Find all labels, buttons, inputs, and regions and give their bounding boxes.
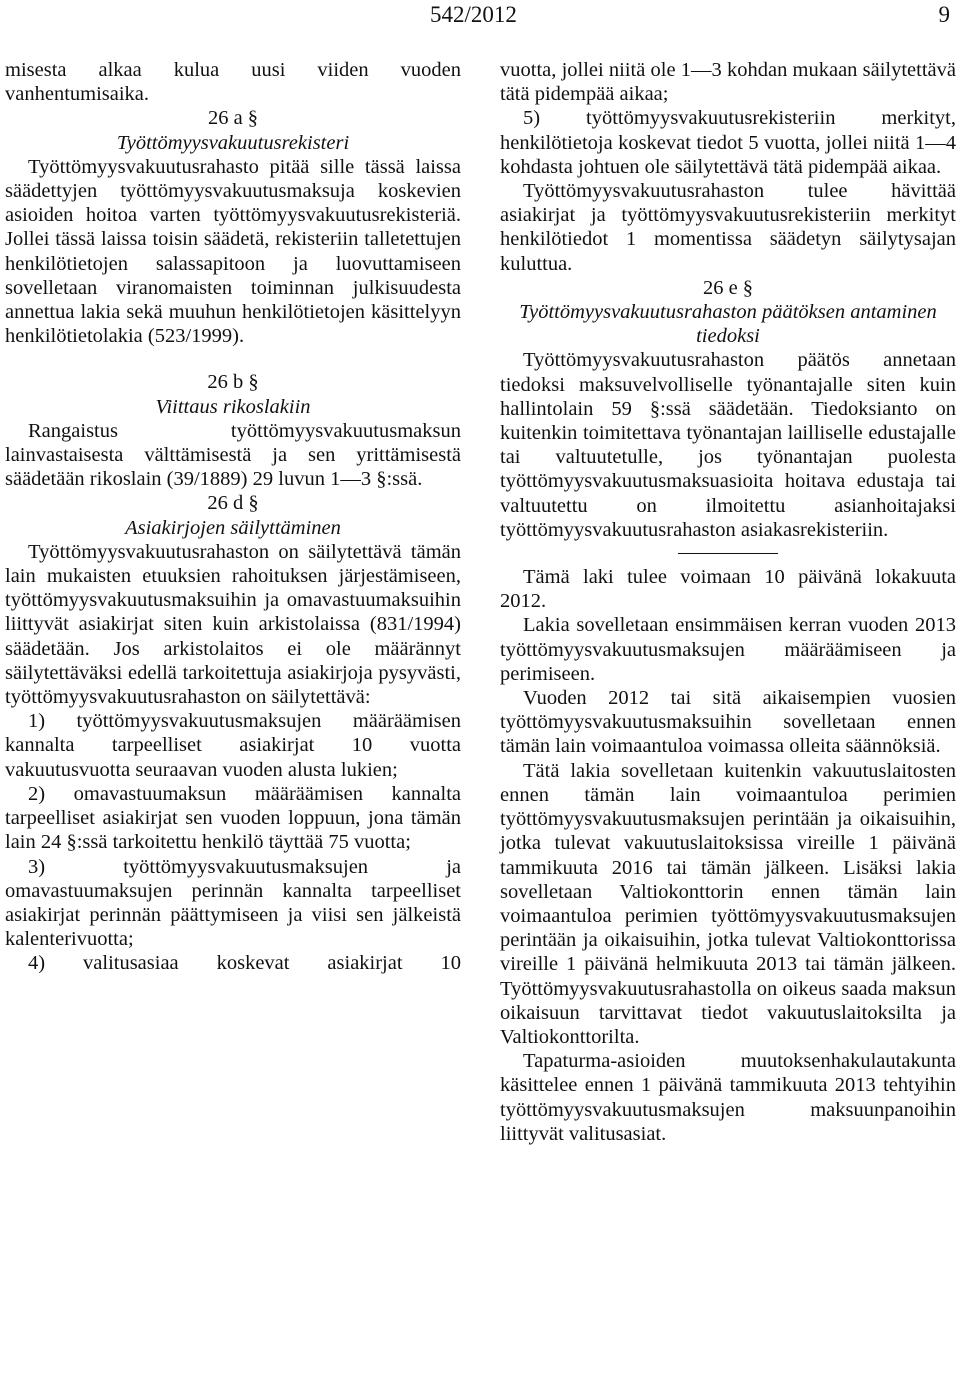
section-body-26d: Työttömyysvakuutusrahaston on säilytettävä tämän lain mukaisten etuuksien rahoituksen järjestämiseen, työttömyysvakuutusmaksuihin ja omavastuumaksuihin liittyvät asiakirjat siten kuin arkistolaissa (831/1994) säädetään. Jos arkistolaitos ei ole määrännyt säilytettäväksi edellä tarkoitettuja asiakirjoja pysyvästi, työttömyysvakuutusrahaston on säilytettävä:: [5, 540, 461, 709]
page-number: 9: [938, 2, 950, 27]
list-item-2: 2) omavastuumaksun määräämisen kannalta tarpeelliset asiakirjat sen vuoden loppuun, jona tämän lain 24 §:ssä tarkoitettu henkilö täyttää 75 vuotta;: [5, 782, 461, 854]
transition-paragraph-1: Tämä laki tulee voimaan 10 päivänä lokakuuta 2012.: [500, 566, 956, 613]
list-item-4-start: 4) valitusasiaa koskevat asiakirjat 10: [28, 952, 461, 975]
destroy-paragraph: Työttömyysvakuutusrahaston tulee hävittää asiakirjat ja työttömyysvakuutusrekisteriin merkityt henkilötiedot 1 momentissa säädetyn säilytysajan kuluttua.: [500, 180, 956, 275]
section-body-26a: Työttömyysvakuutusrahasto pitää sille tässä laissa säädettyjen työttömyysvakuutusmaksuja koskevien asioiden hoitoa varten työttömyysvakuutusrekisteriä. Jollei tässä laissa toisin säädetä, rekisteriin talletettujen henkilötietojen salassapitoon ja luovuttamiseen sovelletaan viranomaisten toiminnan julkisuudesta annettua lakia sekä muuhun henkilötietojen käsittelyyn henkilötietolakia (523/1999).: [5, 155, 461, 348]
list-item-1: 1) työttömyysvakuutusmaksujen määräämisen kannalta tarpeelliset asiakirjat 10 vuotta vakuutusvuotta seuraavan vuoden alusta lukien;: [5, 710, 461, 781]
section-body-26e: Työttömyysvakuutusrahaston päätös annetaan tiedoksi maksuvelvolliselle työnantajalle siten kuin hallintolain 59 §:ssä säädetään. Tiedoksianto on kuitenkin toimitettava työnantajan lailliselle edustajalle tai valtuutetulle, jos työnantajan puolesta työttömyysvakuutusmaksuasioita hoitava edustaja tai valtuutettu on ilmoitettu asianhoitajaksi työttömyysvakuutusrahaston asiakasrekisteriin.: [500, 349, 956, 541]
right-column: [500, 58, 956, 1146]
section-title-26d: Asiakirjojen säilyttäminen: [125, 516, 341, 539]
section-number-26a: 26 a §: [207, 107, 259, 130]
transition-paragraph-5: Tapaturma-asioiden muutoksenhakulautakunta käsittelee ennen 1 päivänä tammikuuta 2013 tehtyihin työttömyysvakuutusmaksujen maksuunpanoihin liittyvät valitusasiat.: [500, 1050, 956, 1145]
section-number-26b: 26 b §: [207, 371, 259, 394]
transition-paragraph-2: Lakia sovelletaan ensimmäisen kerran vuoden 2013 työttömyysvakuutusmaksujen määräämiseen ja perimiseen.: [500, 614, 956, 685]
list-item-3: 3) työttömyysvakuutusmaksujen ja omavastuumaksujen perinnän kannalta tarpeelliset asiakirjat perinnän päättymiseen ja viisi sen jälkeistä kalenterivuotta;: [5, 855, 461, 951]
section-number-26d: 26 d §: [207, 492, 259, 515]
paragraph-continuation: misesta alkaa kulua uusi viiden vuoden vanhentumisaika.: [5, 59, 461, 106]
section-title-26b: Viittaus rikoslakiin: [155, 395, 311, 418]
section-number-26e: 26 e §: [702, 276, 754, 299]
statute-number: 542/2012: [430, 2, 517, 27]
list-item-5: 5) työttömyysvakuutusrekisteriin merkityt, henkilötietoja koskevat tiedot 5 vuotta, jollei niitä 1—4 kohdasta johtuen ole säilytettävä tätä pidempää aikaa.: [500, 107, 956, 178]
transition-paragraph-4: Tätä lakia sovelletaan kuitenkin vakuutuslaitosten ennen tämän lain voimaantuloa perimien työttömyysvakuutusmaksujen perintään ja oikaisuihin, jotka tulevat vakuutuslaitoksissa vireille 1 päivänä tammikuuta 2016 tai tämän jälkeen. Lisäksi lakia sovelletaan Valtiokonttorin ennen tämän lain voimaantuloa perimien työttömyysvakuutusmaksujen perintään ja oikaisuihin, jotka tulevat Valtiokonttorissa vireille 1 päivänä helmikuuta 2013 tai tämän jälkeen. Työttömyysvakuutusrahastolla on oikeus saada maksun oikaisuun tarvittavat tiedot vakuutuslaitoksilta ja Valtiokonttorilta.: [500, 759, 956, 1048]
list-item-4-continuation: vuotta, jollei niitä ole 1—3 kohdan mukaan säilytettävä tätä pidempää aikaa;: [500, 59, 956, 106]
transition-paragraph-3: Vuoden 2012 tai sitä aikaisempien vuosien työttömyysvakuutusmaksuihin sovelletaan ennen tämän lain voimaantuloa voimassa olleita säännöksiä.: [500, 687, 956, 758]
left-column: [5, 58, 461, 976]
section-body-26b: Rangaistus työttömyysvakuutusmaksun lainvastaisesta välttämisestä ja sen yrittämisestä säädetään rikoslain (39/1889) 29 luvun 1—3 §:ssä.: [5, 419, 461, 491]
separator-rule: [678, 553, 778, 554]
section-title-26e: Työttömyysvakuutusrahaston päätöksen antaminen tiedoksi: [519, 301, 937, 348]
section-title-26a: Työttömyysvakuutusrekisteri: [116, 131, 350, 154]
page-header: [0, 0, 960, 40]
